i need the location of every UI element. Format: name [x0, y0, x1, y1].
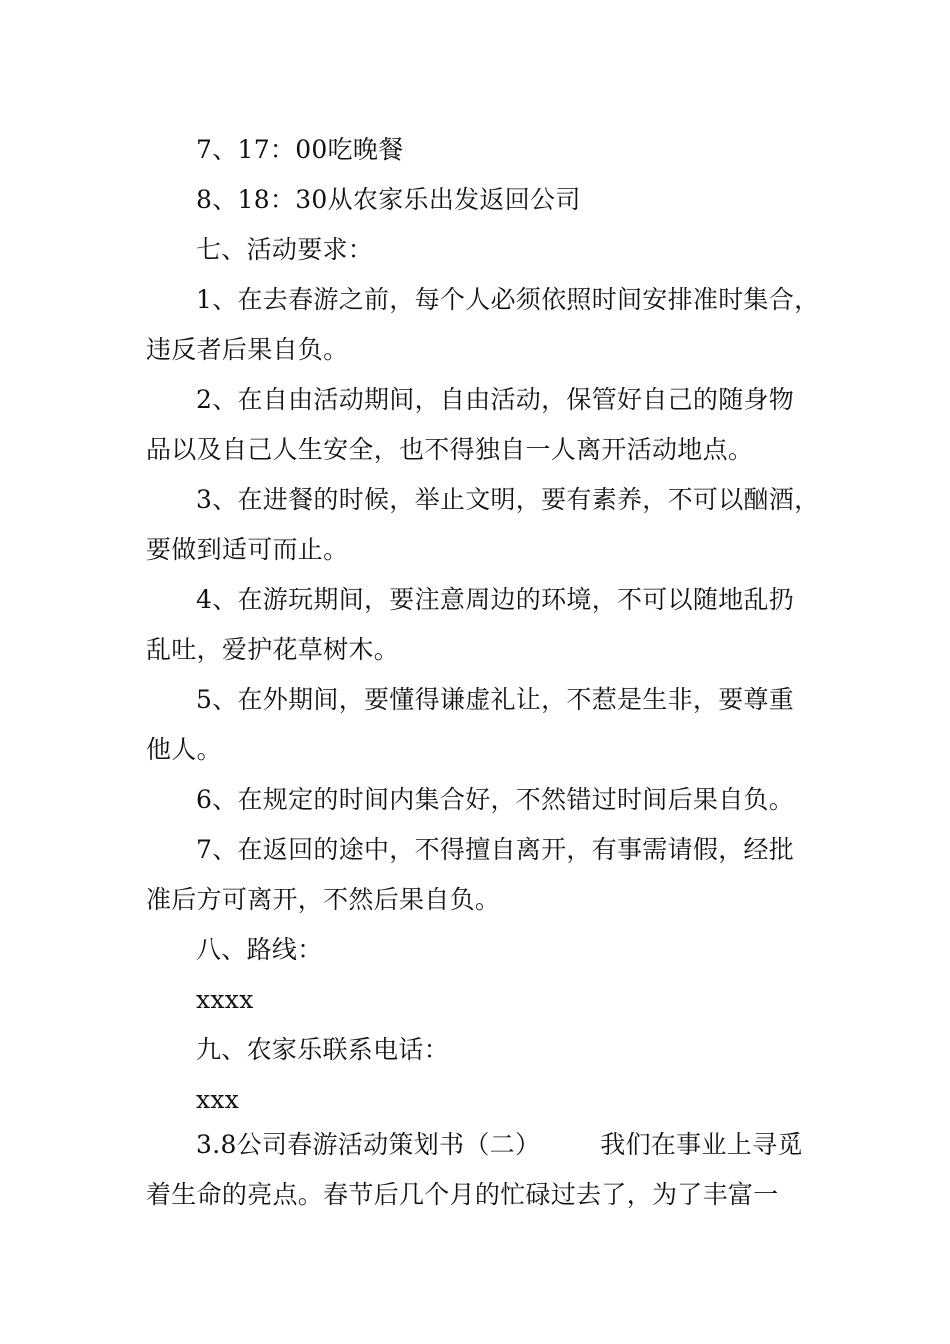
requirement-4-line-2: 乱吐，爱护花草树木。	[146, 635, 400, 664]
second-plan-title: 3.8公司春游活动策划书（二）	[196, 1130, 541, 1159]
requirement-7-line-1: 7、在返回的途中，不得擅自离开，有事需请假，经批	[196, 835, 795, 864]
section-heading-contact: 九、农家乐联系电话：	[196, 1035, 450, 1064]
second-plan-line-1	[196, 1130, 866, 1160]
route-value: xxxx	[196, 985, 254, 1014]
section-heading-requirements: 七、活动要求：	[196, 235, 374, 264]
second-plan-line-2: 着生命的亮点。春节后几个月的忙碌过去了，为了丰富一	[146, 1180, 779, 1209]
contact-value: xxx	[196, 1085, 240, 1114]
section-heading-route: 八、路线：	[196, 935, 323, 964]
requirement-1-line-1: 1、在去春游之前，每个人必须依照时间安排准时集合，	[196, 285, 820, 314]
requirement-2-line-2: 品以及自己人生安全，也不得独自一人离开活动地点。	[146, 435, 754, 464]
schedule-item-8: 8、18：30从农家乐出发返回公司	[196, 185, 581, 214]
requirement-4-line-1: 4、在游玩期间，要注意周边的环境，不可以随地乱扔	[196, 585, 795, 614]
requirement-6: 6、在规定的时间内集合好，不然错过时间后果自负。	[196, 785, 795, 814]
requirement-1-line-2: 违反者后果自负。	[146, 335, 349, 364]
requirement-3-line-2: 要做到适可而止。	[146, 535, 349, 564]
requirement-2-line-1: 2、在自由活动期间，自由活动，保管好自己的随身物	[196, 385, 795, 414]
schedule-item-7: 7、17：00吃晚餐	[196, 135, 404, 164]
requirement-5-line-1: 5、在外期间，要懂得谦虚礼让，不惹是生非，要尊重	[196, 685, 795, 714]
second-plan-intro: 我们在事业上寻觅	[600, 1130, 803, 1159]
requirement-7-line-2: 准后方可离开，不然后果自负。	[146, 885, 501, 914]
requirement-3-line-1: 3、在进餐的时候，举止文明，要有素养，不可以酗酒，	[196, 485, 820, 514]
requirement-5-line-2: 他人。	[146, 735, 222, 764]
